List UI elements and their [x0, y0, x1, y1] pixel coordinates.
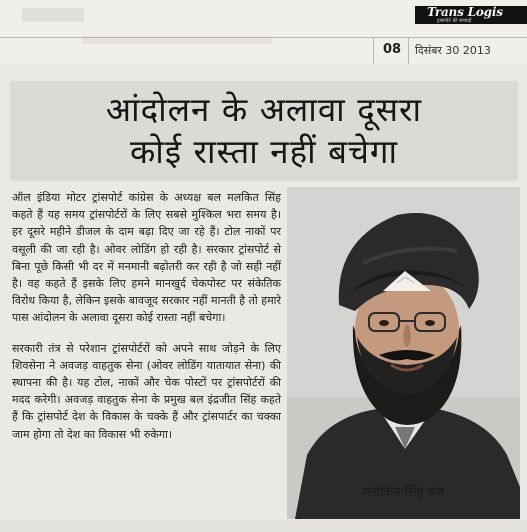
page-number: 08 — [383, 42, 402, 57]
headline-box — [10, 81, 518, 181]
portrait-photo — [287, 187, 520, 519]
portrait-illustration — [287, 187, 520, 519]
brand-logo — [415, 6, 527, 24]
article-body — [12, 189, 281, 453]
headline-line-2: कोई रास्ता नहीं बचेगा — [129, 132, 399, 171]
faded-header-block — [22, 8, 84, 22]
header-divider — [373, 38, 374, 64]
page-header — [0, 0, 527, 64]
page-bottom-edge — [0, 520, 527, 532]
header-divider — [408, 38, 409, 64]
article-paragraph-1: ऑल इंडिया मोटर ट्रांसपोर्ट कांग्रेस के अध्यक्ष बल मलकित सिंह कहते हैं यह समय ट्रांसपोर्टरों के लिए सबसे मुश्किल भरा समय है। हर दूसरे महीने डीजल के दाम बढ़ा दिए जा रहे हैं। टोल नाकों पर वसूली की जा रही है। ओवर लोडिंग हो रही है। सरकार ट्रांसपोर्ट से बिना पूछे किसी भी दर में मनमानी बढ़ोतरी कर रही है जो सही नहीं है। वह कहते हैं इसके लिए हमने मानखुर्द चेकपोस्ट पर संकेतिक विरोध किया है, लेकिन इसके बावजूद सरकार नहीं मानती है तो हमारे पास आंदोलन के अलावा दूसरा कोई रास्ता नहीं बचेगा। — [12, 191, 281, 325]
photo-caption: मलकित सिंह बल — [363, 485, 444, 500]
brand-tagline: ट्रांसपोर्ट की सच्चाई — [437, 17, 472, 24]
headline-line-1: आंदोलन के अलावा दूसरा — [105, 90, 423, 129]
brand-name: Trans Logis — [427, 4, 503, 19]
article-paragraph-2: सरकारी तंत्र से परेशान ट्रांसपोर्टरों को अपने साथ जोड़ने के लिए शिवसेना ने अवजड़ वाहतुक सेना (ओवर लोडिंग यातायात सेना) की स्थापना की है। यह टोल, नाकों और चेक पोस्टों पर ट्रांसपोर्टरों की मदद करेगी। अवजड़ वाहतुक सेना के प्रमुख बल इंद्रजीत सिंह कहते हैं कि ट्रांसपोर्ट देश के विकास के चक्के हैं और ट्रांसपार्टर का चक्का जाम होगा तो देश का विकास भी रुकेगा। — [12, 341, 281, 441]
issue-date: दिसंबर 30 2013 — [415, 44, 491, 57]
header-rule — [0, 37, 527, 38]
